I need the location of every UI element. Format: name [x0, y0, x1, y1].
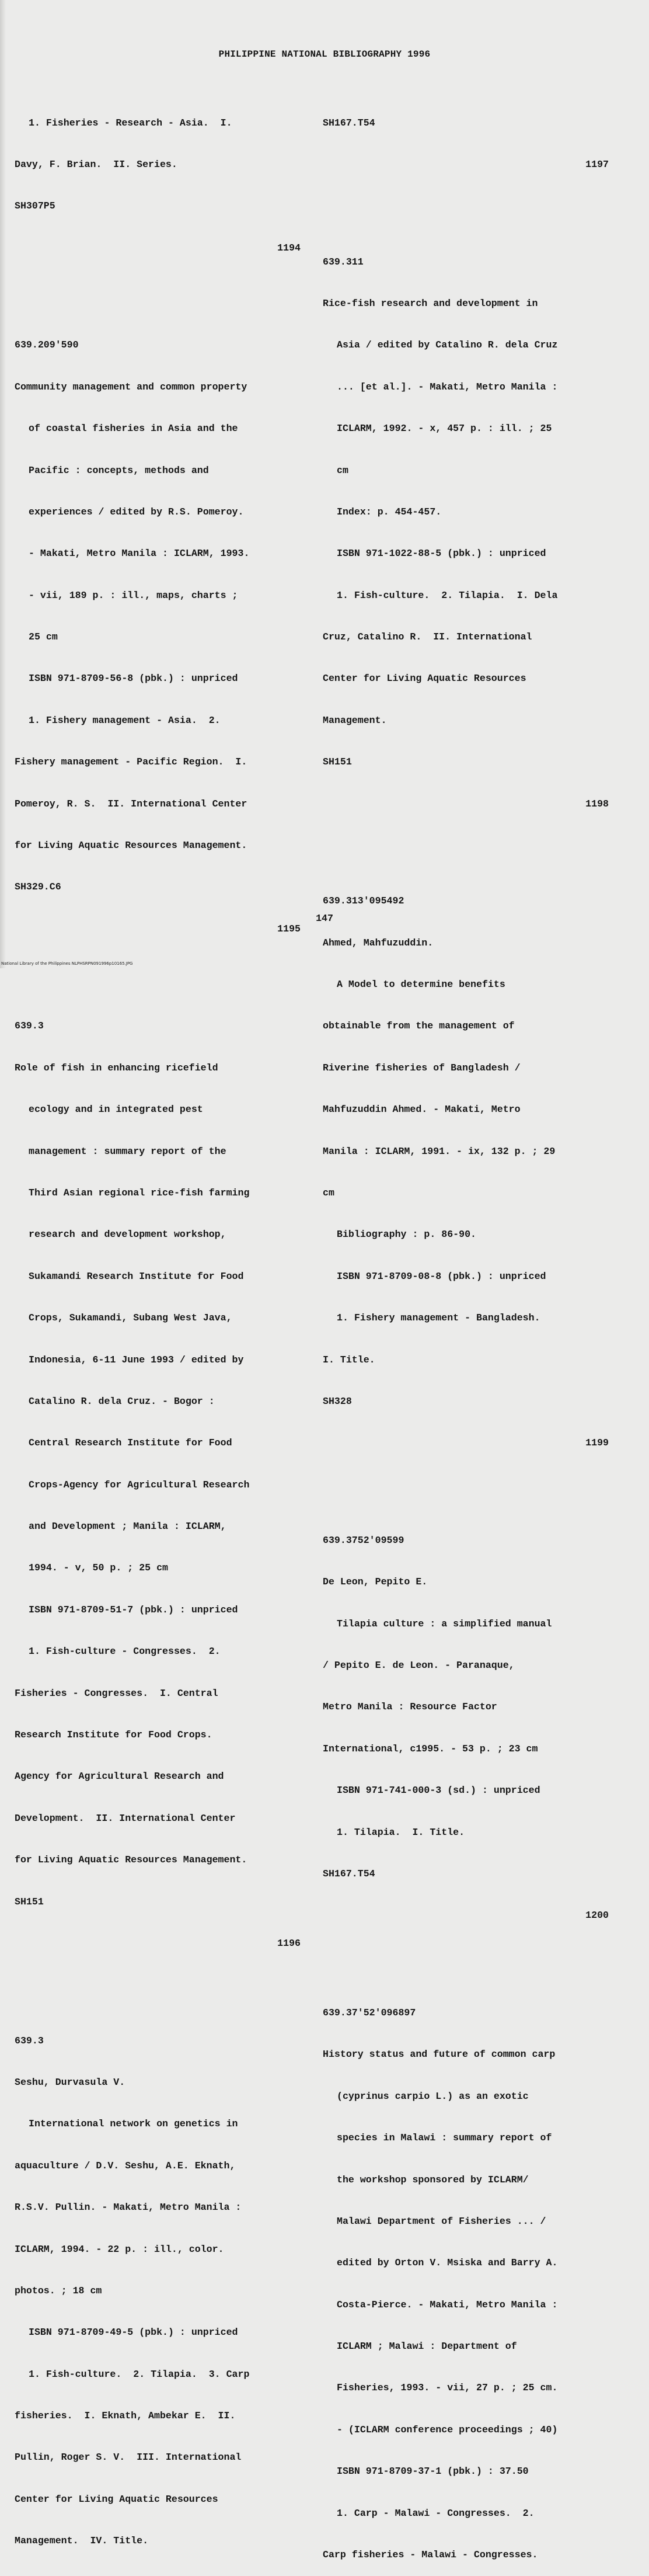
note-line: Index: p. 454-457. — [337, 506, 442, 517]
entry-subject-line: Pullin, Roger S. V. III. International — [15, 2452, 242, 2463]
entry-title-line: management : summary report of the — [29, 1145, 226, 1157]
entry-title-line: Pacific : concepts, methods and — [29, 464, 209, 476]
page-number: 147 — [316, 913, 333, 924]
entry-subject-line: Fishery management - Pacific Region. I. — [15, 756, 247, 768]
entry-subject-line: 1. Fish-culture. 2. Tilapia. I. Dela — [337, 589, 558, 601]
entry-title-line: - (ICLARM conference proceedings ; 40) — [337, 2424, 558, 2435]
class-number: 639.37'52'096897 — [323, 2007, 416, 2018]
entry-number: 1200 — [585, 1910, 609, 1921]
entry-title-line: and Development ; Manila : ICLARM, — [29, 1521, 226, 1532]
entry-title-line: cm — [337, 464, 348, 476]
entry-title-line: Third Asian regional rice-fish farming — [29, 1187, 250, 1198]
page-header: PHILIPPINE NATIONAL BIBLIOGRAPHY 1996 — [218, 49, 431, 60]
entry-subject-line: 1. Fishery management - Bangladesh. — [337, 1312, 540, 1324]
entry-title-line: experiences / edited by R.S. Pomeroy. — [29, 506, 244, 517]
call-number: SH151 — [323, 756, 352, 768]
class-number: 639.313'095492 — [323, 895, 404, 907]
entry-title-line: 1994. - v, 50 p. ; 25 cm — [29, 1562, 168, 1574]
page-edge-shadow — [0, 0, 6, 968]
right-column — [323, 88, 609, 2576]
entry-subject-line: Pomeroy, R. S. II. International Center — [15, 798, 247, 809]
entry-subject-line: Cruz, Catalino R. II. International — [323, 631, 532, 643]
entry-title-line: International, c1995. - 53 p. ; 23 cm — [323, 1743, 538, 1754]
isbn-line: ISBN 971-1022-88-5 (pbk.) : unpriced — [337, 548, 546, 559]
isbn-line: ISBN 971-8709-49-5 (pbk.) : unpriced — [29, 2327, 238, 2338]
entry-title-line: History status and future of common carp — [323, 2049, 556, 2060]
entry-author: Seshu, Durvasula V. — [15, 2076, 125, 2088]
entry-title-line: Riverine fisheries of Bangladesh / — [323, 1062, 521, 1073]
entry-title-line: Asia / edited by Catalino R. dela Cruz — [337, 339, 558, 351]
entry-number: 1197 — [585, 158, 609, 170]
entry-title-line: species in Malawi : summary report of — [337, 2132, 552, 2144]
entry-subject-line: Center for Living Aquatic Resources — [323, 673, 526, 684]
isbn-line: ISBN 971-8709-51-7 (pbk.) : unpriced — [29, 1604, 238, 1615]
isbn-line: ISBN 971-8709-37-1 (pbk.) : 37.50 — [337, 2466, 529, 2477]
entry-title-line: R.S.V. Pullin. - Makati, Metro Manila : — [15, 2202, 242, 2213]
entry-subject-line: Research Institute for Food Crops. — [15, 1729, 212, 1741]
entry-number: 1195 — [277, 923, 301, 934]
isbn-line: ISBN 971-741-000-3 (sd.) : unpriced — [337, 1785, 540, 1796]
class-number: 639.311 — [323, 256, 364, 267]
call-number: SH328 — [323, 1395, 352, 1407]
entry-title-line: 25 cm — [29, 631, 58, 643]
entry-number: 1199 — [585, 1437, 609, 1449]
entry-subject-line: Carp fisheries - Malawi - Congresses. — [323, 2549, 538, 2561]
entry-number: 1196 — [277, 1937, 301, 1949]
entry-subject-line: for Living Aquatic Resources Management. — [15, 840, 247, 851]
entry-title-line: Crops, Sukamandi, Subang West Java, — [29, 1312, 232, 1324]
isbn-line: ISBN 971-8709-08-8 (pbk.) : unpriced — [337, 1270, 546, 1282]
entry-subject-line: Fisheries - Congresses. I. Central — [15, 1687, 218, 1699]
class-number: 639.3 — [15, 1020, 44, 1032]
class-number: 639.209'590 — [15, 339, 79, 351]
entry-subject-line: 1. Fishery management - Asia. 2. — [29, 714, 221, 726]
entry-title-line: - Makati, Metro Manila : ICLARM, 1993. — [29, 548, 250, 559]
entry-title-line: ... [et al.]. - Makati, Metro Manila : — [337, 381, 558, 392]
entry-title-line: photos. ; 18 cm — [15, 2285, 102, 2296]
entry-subject-line: 1. Fisheries - Research - Asia. I. — [29, 117, 232, 128]
isbn-line: ISBN 971-8709-56-8 (pbk.) : unpriced — [29, 673, 238, 684]
call-number: SH151 — [15, 1896, 44, 1907]
entry-title-line: obtainable from the management of — [323, 1020, 515, 1032]
entry-title-line: Central Research Institute for Food — [29, 1437, 232, 1449]
entry-number: 1198 — [585, 798, 609, 809]
entry-title-line: the workshop sponsored by ICLARM/ — [337, 2174, 529, 2185]
call-number: SH329.C6 — [15, 881, 61, 893]
entry-title-line: International network on genetics in — [29, 2118, 238, 2130]
entry-subject-line: Management. — [323, 714, 387, 726]
entry-title-line: Mahfuzuddin Ahmed. - Makati, Metro — [323, 1104, 521, 1115]
entry-subject-line: Center for Living Aquatic Resources — [15, 2493, 218, 2505]
entry-title-line: aquaculture / D.V. Seshu, A.E. Eknath, — [15, 2160, 236, 2171]
entry-title-line: Role of fish in enhancing ricefield — [15, 1062, 218, 1073]
entry-subject-line: I. Title. — [323, 1354, 375, 1365]
entry-title-line: ecology and in integrated pest — [29, 1104, 203, 1115]
entry-title-line: Indonesia, 6-11 June 1993 / edited by — [29, 1354, 244, 1365]
entry-subject-line: 1. Carp - Malawi - Congresses. 2. — [337, 2507, 535, 2519]
entry-subject-line: fisheries. I. Eknath, Ambekar E. II. — [15, 2410, 236, 2422]
class-number: 639.3 — [15, 2035, 44, 2046]
entry-subject-line: for Living Aquatic Resources Management. — [15, 1854, 247, 1866]
entry-title-line: / Pepito E. de Leon. - Paranaque, — [323, 1660, 515, 1671]
entry-title-line: Tilapia culture : a simplified manual — [337, 1618, 552, 1629]
entry-subject-line: Agency for Agricultural Research and — [15, 1771, 224, 1782]
entry-title-line: Fisheries, 1993. - vii, 27 p. ; 25 cm. — [337, 2382, 558, 2394]
entry-title-line: Rice-fish research and development in — [323, 297, 538, 309]
entry-author: De Leon, Pepito E. — [323, 1576, 428, 1588]
entry-title-line: (cyprinus carpio L.) as an exotic — [337, 2090, 529, 2102]
entry-title-line: Malawi Department of Fisheries ... / — [337, 2215, 546, 2227]
entry-author: Ahmed, Mahfuzuddin. — [323, 937, 434, 948]
entry-subject-line: 1. Fish-culture. 2. Tilapia. 3. Carp — [29, 2368, 250, 2380]
class-number: 639.3752'09599 — [323, 1534, 404, 1546]
entry-subject-line: Davy, F. Brian. II. Series. — [15, 158, 177, 170]
entry-number: 1194 — [277, 242, 301, 253]
entry-title-line: edited by Orton V. Msiska and Barry A. — [337, 2257, 558, 2269]
entry-subject-line: 1. Tilapia. I. Title. — [337, 1826, 465, 1838]
entry-title-line: ICLARM, 1994. - 22 p. : ill., color. — [15, 2243, 224, 2255]
scan-footer: National Library of the Philippines NLPHSRPN091996p10165.JPG — [1, 961, 133, 966]
entry-title-line: Sukamandi Research Institute for Food — [29, 1270, 244, 1282]
entry-title-line: cm — [323, 1187, 334, 1198]
entry-subject-line: 1. Fish-culture - Congresses. 2. — [29, 1646, 221, 1657]
entry-title-line: A Model to determine benefits — [337, 979, 505, 990]
entry-title-line: - vii, 189 p. : ill., maps, charts ; — [29, 589, 238, 601]
entry-title-line: Costa-Pierce. - Makati, Metro Manila : — [337, 2299, 558, 2310]
entry-subject-line: Management. IV. Title. — [15, 2535, 149, 2547]
entry-title-line: ICLARM ; Malawi : Department of — [337, 2341, 517, 2352]
note-line: Bibliography : p. 86-90. — [337, 1229, 476, 1240]
entry-title-line: research and development workshop, — [29, 1229, 226, 1240]
entry-title-line: Metro Manila : Resource Factor — [323, 1701, 497, 1713]
entry-title-line: Community management and common property — [15, 381, 247, 392]
entry-title-line: Crops-Agency for Agricultural Research — [29, 1479, 250, 1490]
entry-title-line: ICLARM, 1992. - x, 457 p. : ill. ; 25 — [337, 423, 552, 434]
entry-title-line: of coastal fisheries in Asia and the — [29, 423, 238, 434]
call-number: SH167.T54 — [323, 1868, 375, 1879]
call-number: SH307P5 — [15, 200, 55, 212]
entry-subject-line: Development. II. International Center — [15, 1812, 236, 1824]
left-column — [15, 88, 301, 2562]
entry-title-line: Catalino R. dela Cruz. - Bogor : — [29, 1395, 215, 1407]
call-number: SH167.T54 — [323, 117, 375, 128]
entry-title-line: Manila : ICLARM, 1991. - ix, 132 p. ; 29 — [323, 1145, 556, 1157]
